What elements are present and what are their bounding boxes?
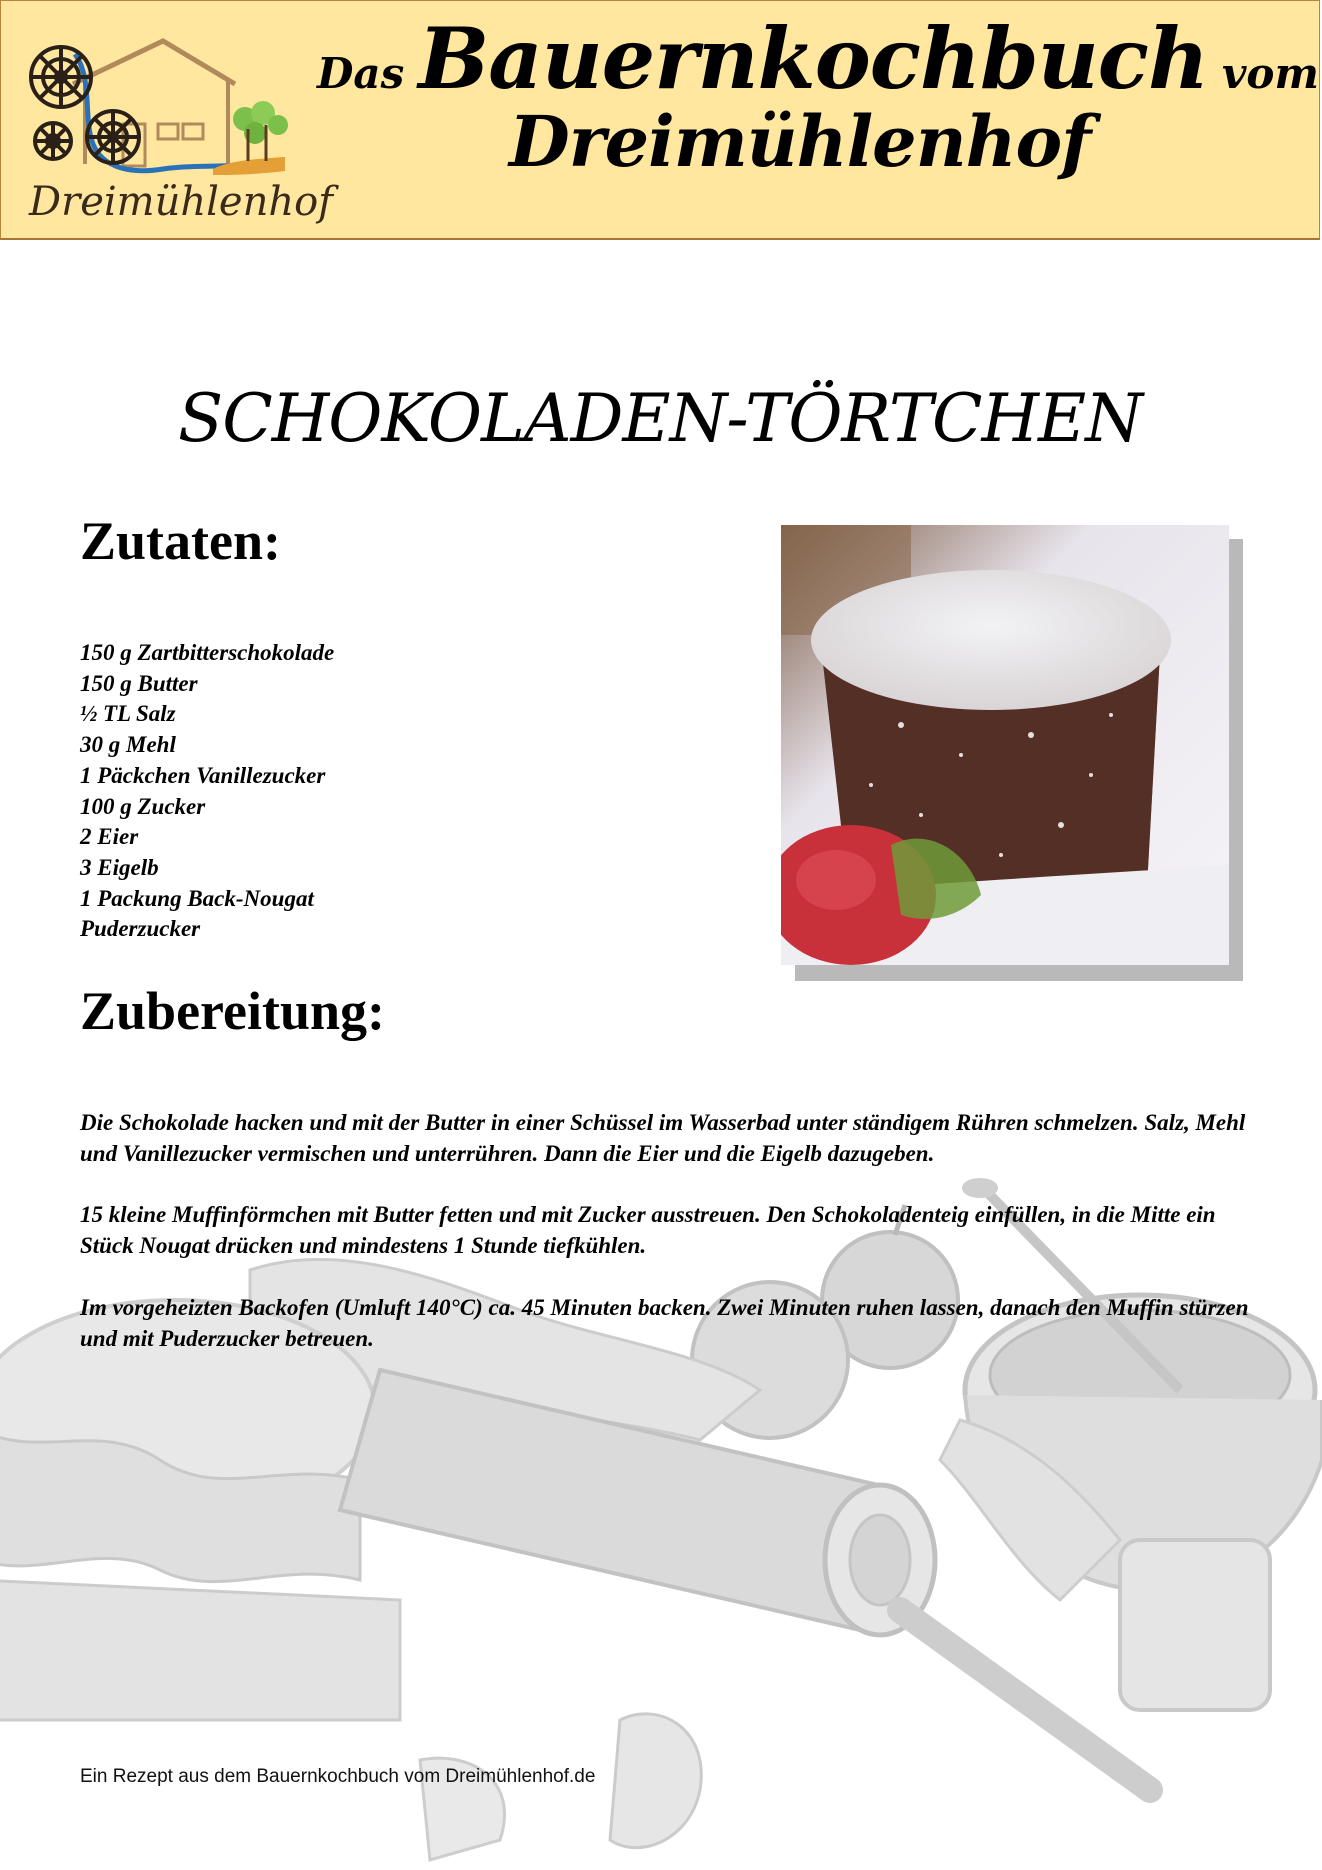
ingredients-list (80, 638, 334, 945)
book-title-line1 (301, 9, 1319, 108)
title-main: Bauernkochbuch (418, 9, 1209, 108)
title-suffix: vom (1222, 49, 1319, 98)
recipe-title: SCHOKOLADEN-TÖRTCHEN (178, 380, 1142, 457)
list-item: 1 Päckchen Vanillezucker (80, 762, 326, 788)
list-item: Puderzucker (80, 916, 201, 942)
header-banner (0, 0, 1320, 240)
title-line2: Dreimühlenhof (509, 100, 1091, 183)
chocolate-tart-image (781, 525, 1229, 965)
list-item: 3 Eigelb (80, 854, 159, 880)
list-item: 1 Packung Back-Nougat (80, 885, 314, 911)
logo-text: Dreimühlenhof (29, 179, 333, 225)
list-item: ½ TL Salz (80, 701, 176, 727)
list-item: 30 g Mehl (80, 732, 176, 758)
preparation-heading: Zubereitung: (80, 981, 386, 1041)
step-paragraph: Die Schokolade hacken und mit der Butter in einer Schüssel im Wasserbad unter ständigem Rühren schmelzen. Salz, Mehl und Vanillezucker vermischen und unterrühren. Dann die Eier und die Eigelb dazugeben. (80, 1110, 1246, 1166)
list-item: 150 g Zartbitterschokolade (80, 640, 335, 665)
footer-text: Ein Rezept aus dem Bauernkochbuch vom Dreimühlenhof.de (80, 1766, 596, 1787)
title-prefix: Das (317, 49, 405, 98)
list-item: 100 g Zucker (80, 793, 206, 819)
step-paragraph: Im vorgeheizten Backofen (Umluft 140°C) ca. 45 Minuten backen. Zwei Minuten ruhen lassen, danach den Muffin stürzen und mit Puderzucker betreuen. (80, 1294, 1249, 1351)
preparation-steps (80, 1108, 1250, 1385)
book-title (301, 9, 1319, 183)
step-paragraph: 15 kleine Muffinförmchen mit Butter fetten und mit Zucker ausstreuen. Den Schokoladenteig einfüllen, in die Mitte ein Stück Nougat drücken und mindestens 1 Stunde tiefkühlen. (80, 1202, 1216, 1259)
recipe-photo (781, 525, 1243, 981)
list-item: 150 g Butter (80, 670, 198, 696)
ingredients-heading: Zutaten: (80, 511, 281, 571)
list-item: 2 Eier (80, 824, 139, 850)
